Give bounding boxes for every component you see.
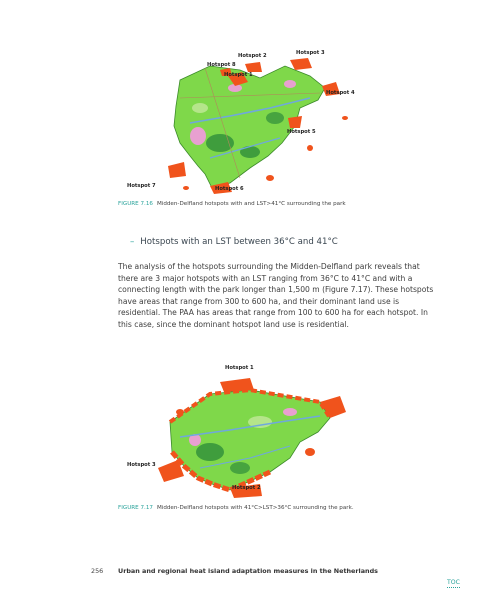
fig1-hotspot-5-label: Hotspot 5 <box>287 129 316 135</box>
figure-7-16-caption <box>118 201 346 207</box>
fig1-hotspot-4-label: Hotspot 4 <box>326 90 355 96</box>
caption-number: FIGURE 7.16 <box>118 201 153 207</box>
fig2-hotspot-1-label: Hotspot 1 <box>225 365 254 371</box>
hotspot-3-area <box>290 58 312 70</box>
body-paragraph: The analysis of the hotspots surrounding the Midden-Delfland park reveals that there are 3 major hotspots with an LST ranging from 36°C to 41°C and with a connecting length with the park longer than 1,500 m (Figure 7.17). These hotspots have areas that range from 300 to 600 ha, and their dominant land use is residential. The PAA has areas that range from 100 to 600 ha for each hotspot. In this case, since the dominant hotspot land use is residential. <box>118 262 434 329</box>
figure-7-16-map <box>150 48 390 198</box>
park-area <box>174 66 325 188</box>
bullet-heading <box>130 237 338 247</box>
running-title: Urban and regional heat island adaptation measures in the Netherlands <box>118 567 378 575</box>
figure-7-17-map <box>150 372 350 500</box>
hotspot-5-area <box>288 116 302 128</box>
bullet-text: Hotspots with an LST between 36°C and 41°C <box>140 237 338 247</box>
page-number: 256 <box>91 567 104 575</box>
fig1-hotspot-7-label: Hotspot 7 <box>127 183 156 189</box>
fig1-hotspot-2-label: Hotspot 2 <box>238 53 267 59</box>
fig2-hotspot-3-label: Hotspot 3 <box>127 462 156 468</box>
fig1-hotspot-1-label: Hotspot 1 <box>224 72 253 78</box>
caption-text-2: Midden-Delfland hotspots with 41°C>LST>36°C surrounding the park. <box>156 505 354 511</box>
bullet-dash: – <box>130 237 135 247</box>
caption-text: Midden-Delfland hotspots with and LST>41°C surrounding the park <box>156 201 346 207</box>
fig2-hotspot-2-label: Hotspot 2 <box>232 485 261 491</box>
toc-link[interactable]: TOC <box>447 579 460 586</box>
fig1-hotspot-8-label: Hotspot 8 <box>207 62 236 68</box>
hotspot-1-area-2 <box>220 378 254 392</box>
hotspot-2-area <box>245 62 262 72</box>
figure-7-17-caption <box>118 505 354 511</box>
caption-number-2: FIGURE 7.17 <box>118 505 153 511</box>
fig1-hotspot-6-label: Hotspot 6 <box>215 186 244 192</box>
hotspot-7-area <box>168 162 186 178</box>
fig1-hotspot-3-label: Hotspot 3 <box>296 50 325 56</box>
